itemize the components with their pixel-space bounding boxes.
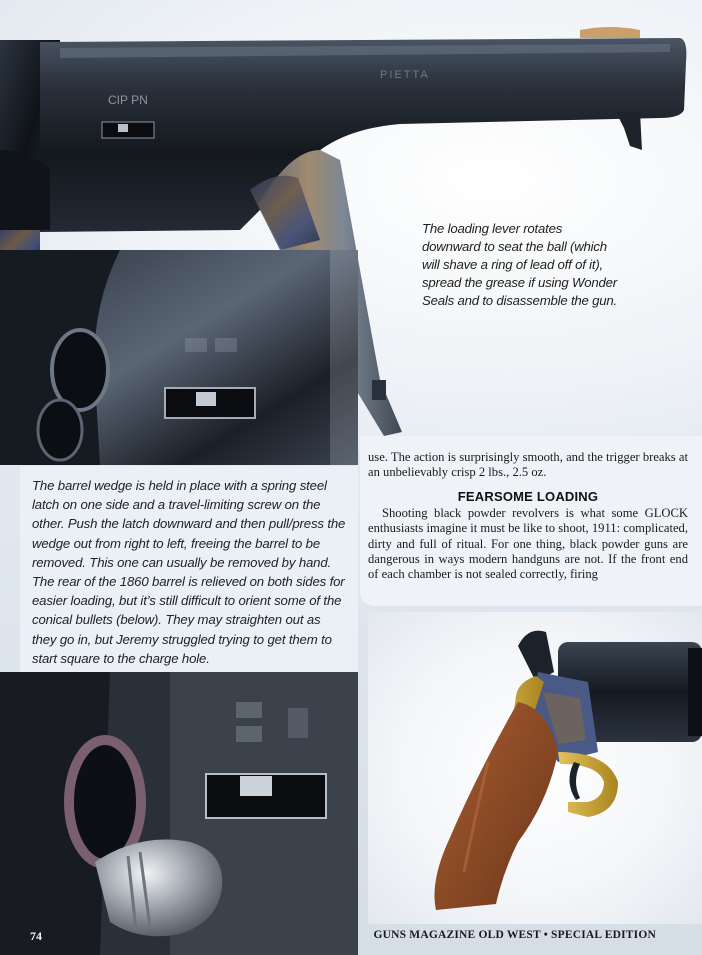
maker-stamp: PIETTA xyxy=(380,69,430,81)
barrel-wedge-caption: The barrel wedge is held in place with a spring steel latch on one side and a travel-limiting screw on the other. Push the latch downward and then pull/press the wedge out from right to left, freeing the barrel to be removed. This one can usually be removed by hand. The rear of the 1860 barrel is relieved on both sides for easier loading, but it’s still difficult to orient some of the conical bullets (below). They may straighten out as they go in, but Jeremy struggled trying to get them to start square to the charge hole. xyxy=(20,466,358,672)
article-paragraph: Shooting black powder revolvers is what some GLOCK enthusiasts imagine it must be like to shoot, 1911: complicated, dirty and full of ritual. For one thing, black powder guns are dangerous in ways modern handguns are not. If the front end of each chamber is not sealed correctly, firing xyxy=(368,505,688,582)
wedge-illustration xyxy=(0,250,358,465)
bullet-photo xyxy=(0,672,358,955)
wedge-photo xyxy=(0,250,358,465)
article-body xyxy=(360,436,702,606)
publication-footer: GUNS MAGAZINE OLD WEST • SPECIAL EDITION xyxy=(373,929,656,941)
barrel-stamp: CIP PN xyxy=(108,93,148,107)
revolver-grip-photo xyxy=(368,612,702,924)
article-paragraph: use. The action is surprisingly smooth, and the trigger breaks at an unbelievably crisp 2 lbs., 2.5 oz. xyxy=(368,450,688,480)
section-subhead: FEARSOME LOADING xyxy=(457,488,599,504)
bullet-illustration xyxy=(0,672,358,955)
revolver-illustration xyxy=(368,612,702,924)
loading-lever-caption: The loading lever rotates downward to seat the ball (which will shave a ring of lead off of it), spread the grease if using Wonder Seals and to disassemble the gun. xyxy=(422,221,618,308)
page-number: 74 xyxy=(30,929,42,943)
